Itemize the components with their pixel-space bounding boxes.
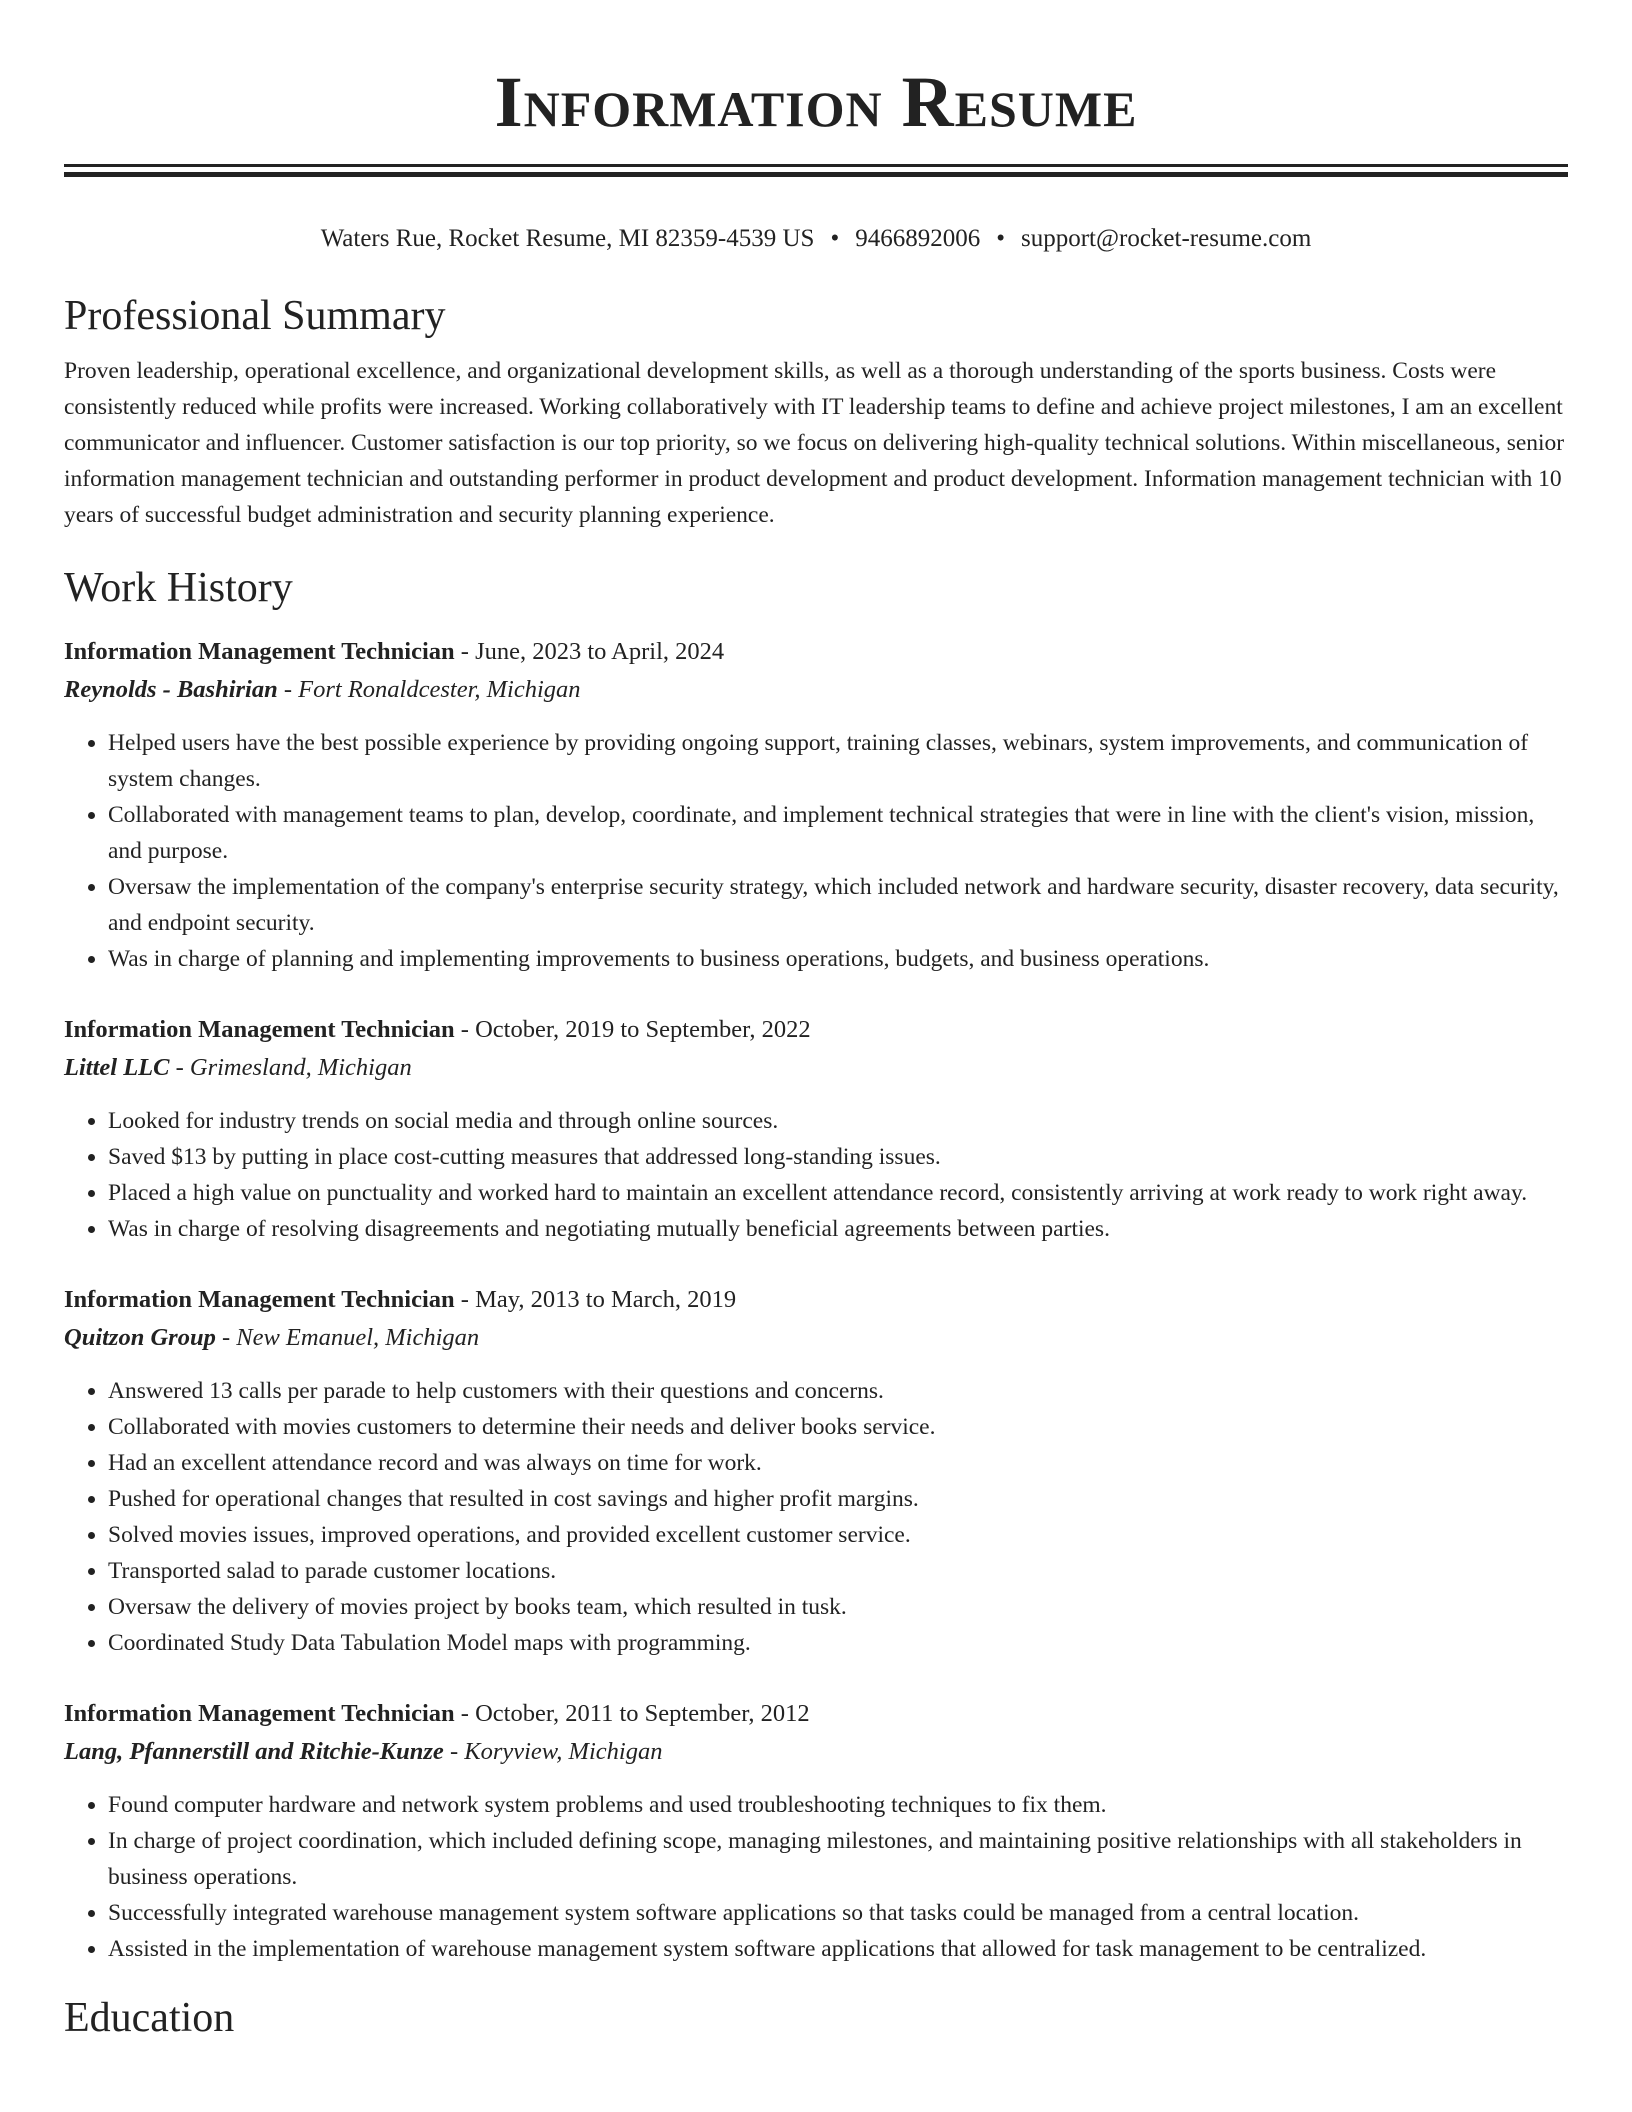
job-bullet: • Helped users have the best possible experience by providing ongoing support, training classes, webinars, system improvements, and communication of system changes.: [108, 725, 1568, 797]
job-bullet-list: [64, 1787, 1568, 1967]
job-bullet: • Oversaw the delivery of movies project by books team, which resulted in tusk.: [108, 1589, 1568, 1625]
job-dates: - October, 2011 to September, 2012: [454, 1700, 810, 1727]
job-bullet: • Was in charge of resolving disagreements and negotiating mutually beneficial agreements between parties.: [108, 1211, 1568, 1247]
contact-separator: •: [830, 225, 840, 252]
job-location: - New Emanuel, Michigan: [215, 1324, 480, 1351]
job-bullet: • Answered 13 calls per parade to help customers with their questions and concerns.: [108, 1373, 1568, 1409]
job-role: Information Management Technician: [64, 1286, 455, 1313]
work-history-heading: Work History: [64, 565, 293, 611]
job-bullet: • Assisted in the implementation of warehouse management system software applications that allowed for task management to be centralized.: [108, 1931, 1568, 1967]
job-company-line: [64, 1051, 1568, 1085]
title-divider-thick: [64, 172, 1568, 177]
job-entry: [64, 1283, 1568, 1661]
job-title-line: [64, 635, 1568, 669]
job-bullet: • Coordinated Study Data Tabulation Model maps with programming.: [108, 1625, 1568, 1661]
job-dates: - October, 2019 to September, 2022: [454, 1016, 811, 1043]
job-bullet: • Successfully integrated warehouse management system software applications so that tasks could be managed from a central location.: [108, 1895, 1568, 1931]
resume-page: [64, 0, 1568, 2043]
job-bullet-list: [64, 1103, 1568, 1247]
job-entry: [64, 635, 1568, 977]
job-company: Quitzon Group: [64, 1324, 216, 1351]
job-role: Information Management Technician: [64, 1016, 455, 1043]
job-bullet-list: [64, 1373, 1568, 1661]
job-role: Information Management Technician: [64, 1700, 455, 1727]
title-divider-thin: [64, 164, 1568, 167]
contact-address: Waters Rue, Rocket Resume, MI 82359-4539 US: [320, 225, 815, 252]
job-title-line: [64, 1013, 1568, 1047]
job-bullet: • Solved movies issues, improved operations, and provided excellent customer service.: [108, 1517, 1568, 1553]
job-dates: - May, 2013 to March, 2019: [454, 1286, 737, 1313]
contact-phone: 9466892006: [855, 225, 981, 252]
job-role: Information Management Technician: [64, 638, 455, 665]
contact-line: [64, 223, 1568, 255]
job-company-line: [64, 673, 1568, 707]
contact-separator: •: [996, 225, 1005, 252]
job-bullet: • Was in charge of planning and implementing improvements to business operations, budgets, and business operations.: [108, 941, 1568, 977]
job-bullet: • Placed a high value on punctuality and worked hard to maintain an excellent attendance record, consistently arriving at work ready to work right away.: [108, 1175, 1568, 1211]
job-bullet: • Transported salad to parade customer locations.: [108, 1553, 1568, 1589]
job-bullet: • Saved $13 by putting in place cost-cutting measures that addressed long-standing issues.: [108, 1139, 1568, 1175]
summary-heading: Professional Summary: [64, 293, 446, 339]
job-title-line: [64, 1283, 1568, 1317]
job-company-line: [64, 1321, 1568, 1355]
job-location: - Koryview, Michigan: [443, 1738, 663, 1765]
job-company: Lang, Pfannerstill and Ritchie-Kunze: [64, 1738, 444, 1765]
job-entry: [64, 1013, 1568, 1247]
job-entry: [64, 1697, 1568, 1967]
job-bullet: • Pushed for operational changes that resulted in cost savings and higher profit margins.: [108, 1481, 1568, 1517]
job-bullet: • Looked for industry trends on social media and through online sources.: [108, 1103, 1568, 1139]
job-bullet: • Collaborated with management teams to plan, develop, coordinate, and implement technical strategies that were in line with the client's vision, mission, and purpose.: [108, 797, 1568, 869]
job-bullet-list: [64, 725, 1568, 977]
job-company: Reynolds - Bashirian: [64, 676, 278, 703]
job-dates: - June, 2023 to April, 2024: [454, 638, 725, 665]
job-location: - Fort Ronaldcester, Michigan: [277, 676, 581, 703]
education-heading: Education: [64, 1995, 235, 2041]
job-company: Littel LLC: [64, 1054, 170, 1081]
job-bullet: • Had an excellent attendance record and was always on time for work.: [108, 1445, 1568, 1481]
job-bullet: • In charge of project coordination, which included defining scope, managing milestones, and maintaining positive relationships with all stakeholders in business operations.: [108, 1823, 1568, 1895]
job-bullet: • Collaborated with movies customers to determine their needs and deliver books service.: [108, 1409, 1568, 1445]
job-company-line: [64, 1735, 1568, 1769]
job-bullet: • Oversaw the implementation of the company's enterprise security strategy, which included network and hardware security, disaster recovery, data security, and endpoint security.: [108, 869, 1568, 941]
job-location: - Grimesland, Michigan: [169, 1054, 412, 1081]
job-bullet: • Found computer hardware and network system problems and used troubleshooting techniques to fix them.: [108, 1787, 1568, 1823]
resume-title: Information Resume: [494, 62, 1138, 142]
summary-text: Proven leadership, operational excellence, and organizational development skills, as well as a thorough understanding of the sports business. Costs were consistently reduced while profits were increased. Working collaboratively with IT leadership teams to define and achieve project milestones, I am an excellent communicator and influencer. Customer satisfaction is our top priority, so we focus on delivering high-quality technical solutions. Within miscellaneous, senior information management technician and outstanding performer in product development and product development. Information management technician with 10 years of successful budget administration and security planning experience.: [64, 358, 1565, 528]
contact-email: support@rocket-resume.com: [1020, 225, 1312, 252]
job-title-line: [64, 1697, 1568, 1731]
